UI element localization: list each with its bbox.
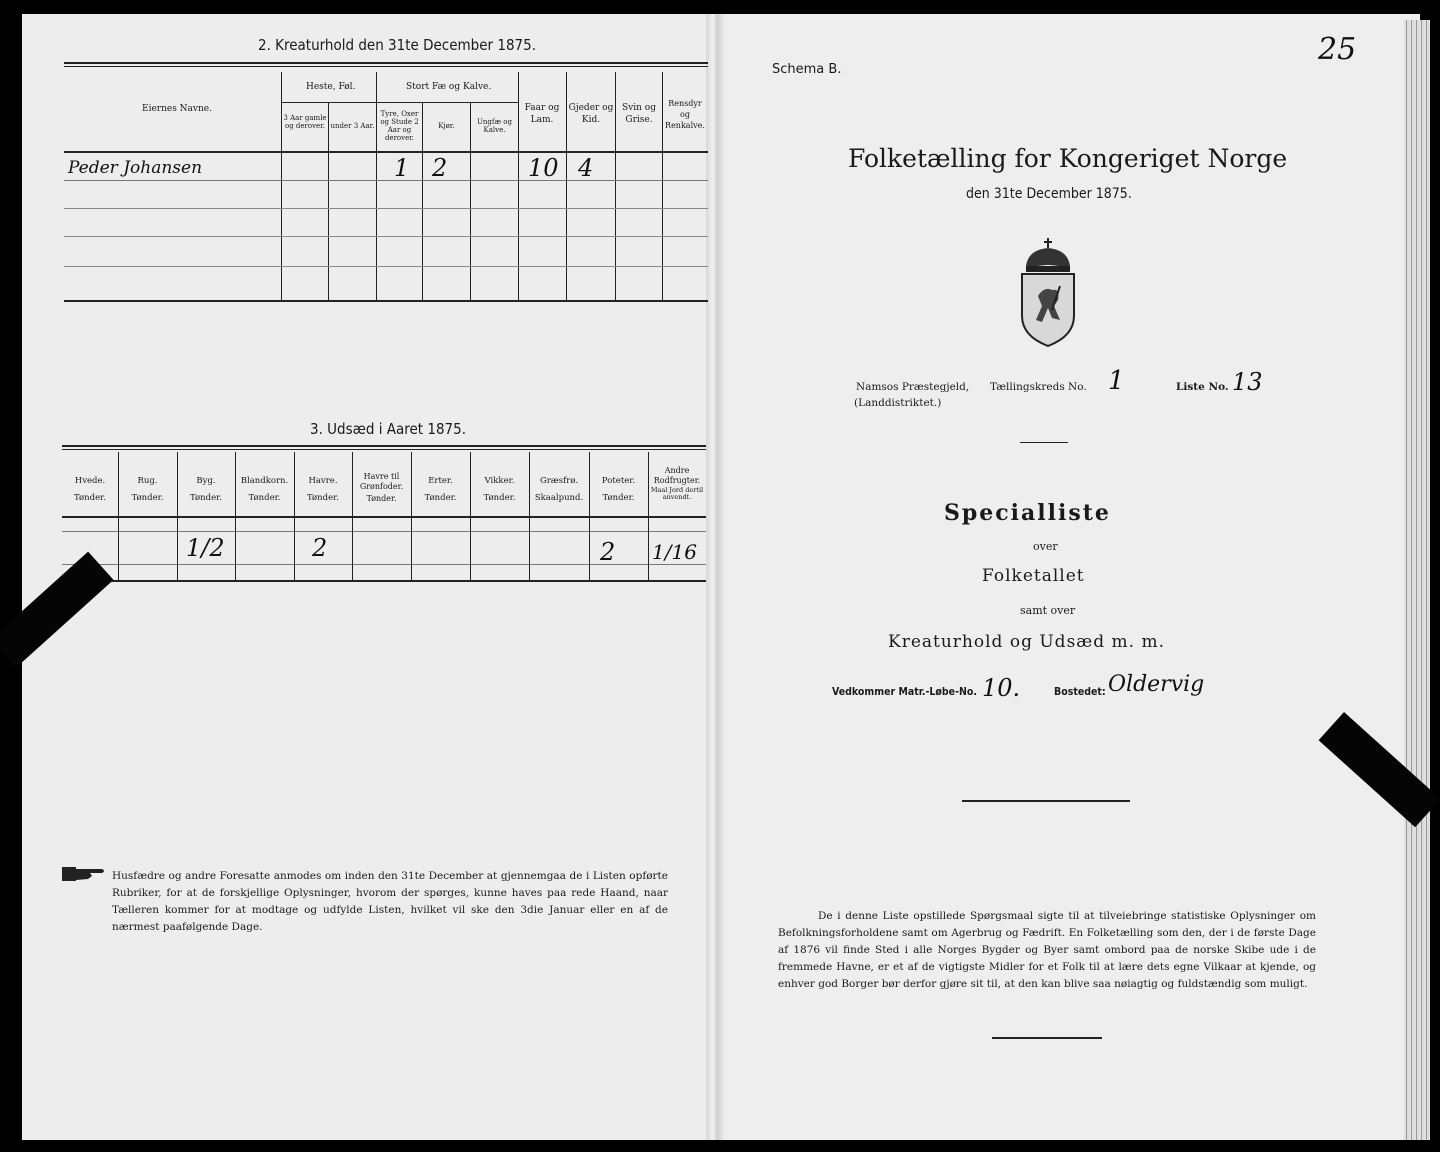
footer-text: De i denne Liste opstillede Spørgsmaal sigte til at tilveiebringe statistiske Oplysninger om Befolkningsforholdene samt om Agerbrug og Fædrift. En Folketælling som den, der i de første Dage af 1876 vil finde Sted i alle Norges Bygder og Byer samt ombord paa de norske Skibe ude i de fremmede Havne, er et af de vigtigste Midler for et Folk til at lære dets egne Vilkaar at kjende, og enhver god Borger bør derfor gjøre sit til, at den kan blive saa nøiagtig og fuldstændig som muligt. xyxy=(778,910,1316,990)
t3-vline xyxy=(235,452,236,580)
cattle-header: Stort Fæ og Kalve. xyxy=(406,82,492,92)
table3-bottom-rule xyxy=(62,580,706,582)
specialliste-heading: Specialliste xyxy=(944,500,1111,526)
folketallet-text: Folketallet xyxy=(982,566,1085,586)
main-title: Folketælling for Kongeriget Norge xyxy=(848,144,1288,173)
t3-vline xyxy=(529,452,530,580)
col-unit: Tønder. xyxy=(424,493,457,503)
owner-name-header: Eiernes Navne. xyxy=(142,104,212,114)
left-page xyxy=(22,14,716,1140)
divider-bottom xyxy=(992,1037,1102,1039)
krets-label: Tællingskreds No. xyxy=(990,381,1087,393)
t2-vline xyxy=(328,103,329,300)
col-name: Byg. xyxy=(196,476,216,486)
col-name: Andre Rodfrugter. xyxy=(653,466,701,485)
col-pigs: Svin og Grise. xyxy=(622,103,656,125)
notice-text: Husfædre og andre Foresatte anmodes om inden den 31te December at gjennemgaa de i Listen opførte Rubriker, for at de forskjellige Oplysninger, hvorom der spørges, kunne haves paa rede Haand, naar Tælleren kommer for at modtage og udfylde Listen, hvilket vil ske den 3die Januar eller en af de nærmest paafølgende Dage. xyxy=(112,870,668,933)
col-cows: Kjør. xyxy=(438,122,455,130)
krets-value: 1 xyxy=(1108,366,1125,396)
goats-value: 4 xyxy=(578,154,594,182)
table3-top-rule xyxy=(62,445,706,447)
table2-top-rule2 xyxy=(64,66,708,67)
col-name: Hvede. xyxy=(74,476,106,486)
col-horse-under3: under 3 Aar. xyxy=(330,122,375,130)
table3-top-rule2 xyxy=(62,449,706,450)
cows-value: 2 xyxy=(432,154,448,182)
col-unit: Tønder. xyxy=(366,494,397,503)
bosted-label: Bostedet: xyxy=(1054,686,1106,698)
bosted-value: Oldervig xyxy=(1108,672,1205,697)
t2-row-rule xyxy=(64,180,708,181)
col-name: Blandkorn. xyxy=(240,476,289,486)
kreaturhold-text: Kreaturhold og Udsæd m. m. xyxy=(888,632,1166,652)
t3-vline xyxy=(118,452,119,580)
t3-vline xyxy=(589,452,590,580)
table3-row-rule xyxy=(62,531,706,532)
liste-value: 13 xyxy=(1232,368,1263,396)
col-rug xyxy=(118,476,177,504)
bulls-value: 1 xyxy=(394,154,410,182)
col-unit: Tønder. xyxy=(74,493,106,503)
col-name: Vikker. xyxy=(484,476,515,486)
t2-row-rule xyxy=(64,266,708,267)
t2-row-rule xyxy=(64,208,708,209)
havre-value: 2 xyxy=(312,534,328,562)
col-andre-rodfrugter xyxy=(649,466,705,501)
t3-vline xyxy=(294,452,295,580)
col-unit: Skaalpund. xyxy=(534,493,584,503)
t3-vline xyxy=(177,452,178,580)
col-unit: Maal Jord dertil anvendt. xyxy=(650,486,704,501)
district-label: (Landdistriktet.) xyxy=(854,397,942,409)
col-unit: Tønder. xyxy=(131,493,164,503)
col-name: Græsfrø. xyxy=(539,476,579,486)
table2-top-rule xyxy=(64,62,708,64)
col-poteter xyxy=(589,476,648,504)
col-vikker xyxy=(470,476,529,504)
samt-over-text: samt over xyxy=(1020,604,1076,617)
col-hvede xyxy=(62,476,118,504)
col-blandkorn xyxy=(235,476,294,504)
col-unit: Tønder. xyxy=(483,493,516,503)
page-edges xyxy=(1404,20,1430,1140)
matr-value: 10. xyxy=(982,674,1021,702)
col-goats: Gjeder og Kid. xyxy=(568,103,614,125)
section2-title: 2. Kreaturhold den 31te December 1875. xyxy=(258,36,536,54)
t2-vline xyxy=(422,103,423,300)
divider-mid xyxy=(962,800,1130,802)
col-calves: Ungfæ og Kalve. xyxy=(477,118,512,134)
poteter-value: 2 xyxy=(600,538,616,566)
col-reindeer: Rensdyr og Renkalve. xyxy=(665,99,705,130)
col-bulls: Tyre, Oxer og Stude 2 Aar og derover. xyxy=(380,110,419,142)
col-name: Poteter. xyxy=(601,476,636,486)
byg-value: 1/2 xyxy=(186,534,225,562)
table2-header-rule xyxy=(64,151,708,153)
col-erter xyxy=(411,476,470,504)
owner-name: Peder Johansen xyxy=(68,158,203,178)
col-name: Rug. xyxy=(137,476,158,486)
col-unit: Tønder. xyxy=(602,493,635,503)
pointing-hand-icon xyxy=(62,864,108,888)
matr-label: Vedkommer Matr.-Løbe-No. xyxy=(832,686,977,698)
sheep-value: 10 xyxy=(528,154,559,182)
col-name: Erter. xyxy=(428,476,453,486)
col-unit: Tønder. xyxy=(190,493,222,503)
prestegjeld-label: Namsos Præstegjeld, xyxy=(856,381,970,393)
table2-bottom-rule xyxy=(64,300,708,302)
col-byg xyxy=(177,476,235,504)
section3-title: 3. Udsæd i Aaret 1875. xyxy=(310,420,466,438)
divider-short xyxy=(1020,442,1068,443)
table3-header-rule xyxy=(62,516,706,518)
col-name: Havre. xyxy=(308,476,338,486)
col-graesfro xyxy=(529,476,589,504)
coat-of-arms-icon xyxy=(1016,236,1080,352)
liste-label: Liste No. xyxy=(1176,381,1229,393)
col-havre xyxy=(294,476,352,504)
andre-rodfrugter-value: 1/16 xyxy=(652,540,697,564)
col-unit: Tønder. xyxy=(248,493,281,503)
col-horse-3yr: 3 Aar gamle og derover. xyxy=(283,114,327,130)
col-sheep: Faar og Lam. xyxy=(524,103,560,125)
book-spine xyxy=(706,14,724,1140)
t2-row-rule xyxy=(64,236,708,237)
horses-header: Heste, Føl. xyxy=(306,82,356,92)
main-subtitle: den 31te December 1875. xyxy=(966,186,1132,202)
t3-vline xyxy=(470,452,471,580)
t2-subheader-rule xyxy=(282,102,518,103)
t3-vline xyxy=(411,452,412,580)
schema-label: Schema B. xyxy=(772,62,842,77)
over-text: over xyxy=(1033,540,1058,553)
col-havre-gronfoder xyxy=(352,472,411,504)
col-name: Havre til Grønfoder. xyxy=(359,472,404,491)
page-number: 25 xyxy=(1318,32,1357,67)
col-unit: Tønder. xyxy=(307,493,339,503)
